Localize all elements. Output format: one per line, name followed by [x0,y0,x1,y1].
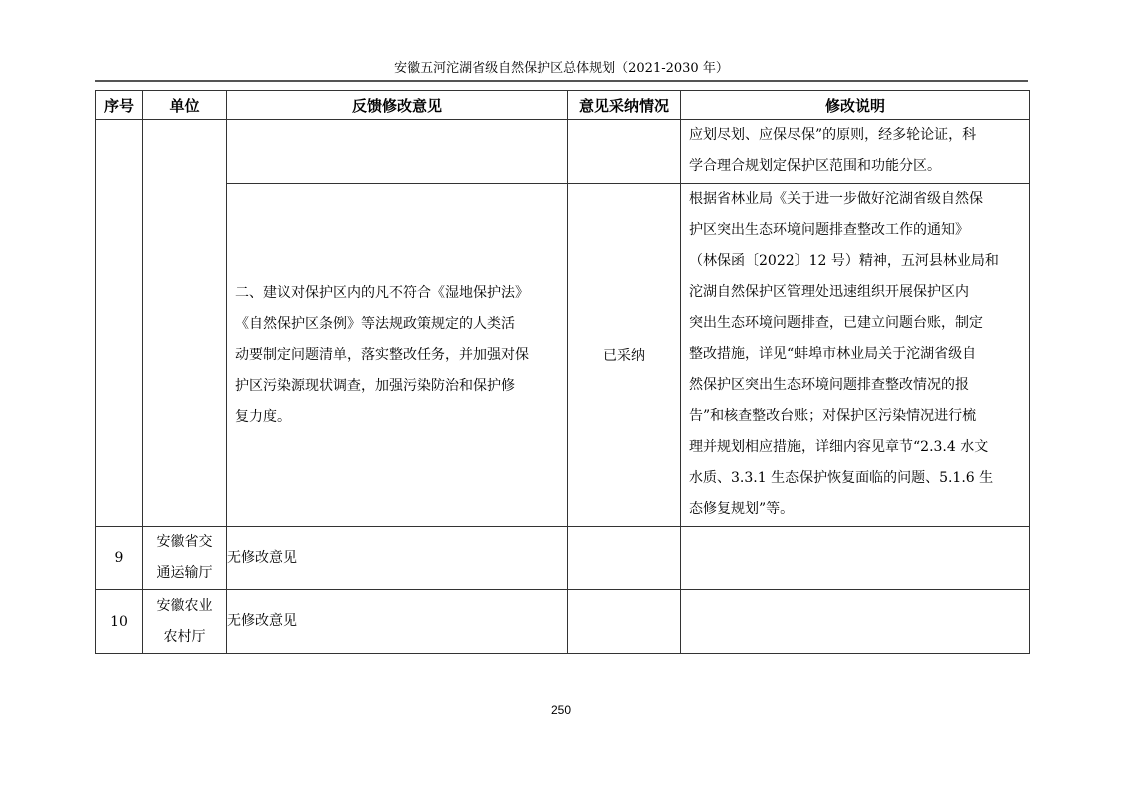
explanation-line: 水质、3.3.1 生态保护恢复面临的问题、5.1.6 生 [689,470,994,486]
unit-line: 通运输厅 [156,565,213,581]
explanation-line: 学合理合规划定保护区范围和功能分区。 [689,158,941,174]
explanation-cell [681,590,1030,654]
row-number: 9 [96,527,143,590]
row-number-cell [96,120,143,527]
table-header-row [96,91,1030,120]
table-row [96,527,1030,590]
column-header-adoption: 意见采纳情况 [568,91,681,120]
page-number: 250 [550,703,572,717]
feedback-line: 复力度。 [235,408,291,425]
column-header-no: 序号 [96,91,143,120]
explanation-line: 护区突出生态环境问题排查整改工作的通知》 [689,222,969,238]
table-row [96,120,1030,184]
feedback-line: 《自然保护区条例》等法规政策规定的人类活 [235,315,515,332]
unit-cell [143,590,227,654]
adoption-cell: 已采纳 [568,184,681,527]
feedback-cell: 无修改意见 [227,527,568,590]
adoption-cell [568,120,681,184]
feedback-line: 二、建议对保护区内的凡不符合《湿地保护法》 [235,284,529,301]
document-header: 安徽五河沱湖省级自然保护区总体规划（2021-2030 年） [394,61,729,76]
adoption-cell [568,590,681,654]
explanation-line: 应划尽划、应保尽保”的原则，经多轮论证，科 [689,127,977,143]
column-header-explanation: 修改说明 [681,91,1030,120]
feedback-cell: 无修改意见 [227,590,568,654]
explanation-cell [681,184,1030,527]
column-header-unit: 单位 [143,91,227,120]
explanation-line: 告”和核查整改台账；对保护区污染情况进行梳 [689,408,977,424]
unit-line: 农村厅 [163,628,206,645]
row-number: 10 [96,590,143,654]
explanation-line: 整改措施，详见“蚌埠市林业局关于沱湖省级自 [689,346,977,362]
explanation-line: 沱湖自然保护区管理处迅速组织开展保护区内 [689,284,969,300]
column-header-feedback: 反馈修改意见 [227,91,568,120]
unit-line: 安徽农业 [156,597,213,614]
unit-cell [143,527,227,590]
feedback-cell [227,184,568,527]
feedback-line: 动要制定问题清单，落实整改任务，并加强对保 [235,346,529,363]
explanation-line: 然保护区突出生态环境问题排查整改情况的报 [689,377,969,393]
explanation-line: 理并规划相应措施，详细内容见章节“2.3.4 水文 [689,439,989,455]
table-row [96,590,1030,654]
unit-line: 安徽省交 [156,534,213,550]
explanation-line: （林保函〔2022〕12 号）精神，五河县林业局和 [689,253,999,269]
explanation-cell [681,527,1030,590]
explanation-line: 态修复规划”等。 [689,501,795,517]
explanation-line: 突出生态环境问题排查，已建立问题台账，制定 [689,315,983,331]
feedback-table [95,90,1030,654]
adoption-cell [568,527,681,590]
explanation-cell [681,120,1030,184]
header-divider [95,80,1028,82]
unit-cell [143,120,227,527]
feedback-cell [227,120,568,184]
explanation-line: 根据省林业局《关于进一步做好沱湖省级自然保 [689,191,983,207]
feedback-line: 护区污染源现状调查，加强污染防治和保护修 [235,377,515,394]
table-row [96,184,1030,527]
